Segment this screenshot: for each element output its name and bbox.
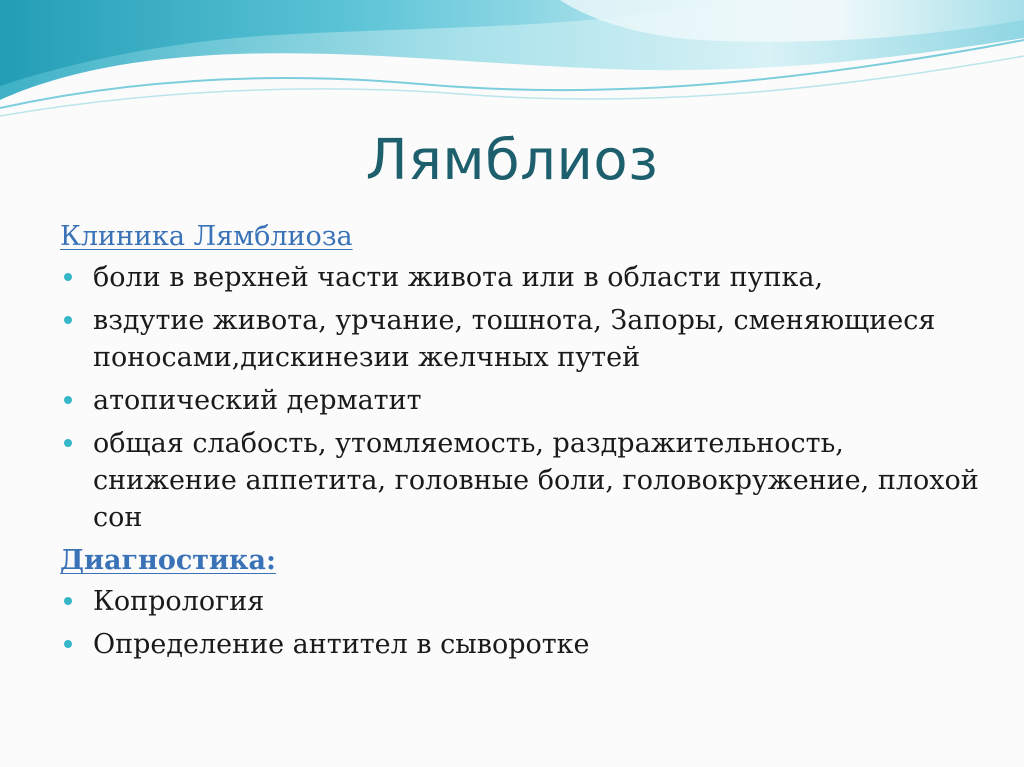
clinic-list	[60, 259, 990, 536]
list-item-text: Копрология	[93, 586, 265, 617]
list-item-text: атопический дерматит	[93, 385, 422, 416]
slide-content	[60, 218, 990, 669]
bullet-icon	[64, 396, 72, 404]
bullet-icon	[64, 439, 72, 447]
diagnostics-list	[60, 583, 990, 663]
bullet-icon	[64, 273, 72, 281]
list-item-text: Определение антител в сыворотке	[93, 629, 590, 660]
bullet-icon	[64, 316, 72, 324]
list-item	[60, 425, 990, 536]
list-item	[60, 626, 990, 663]
bullet-icon	[64, 640, 72, 648]
list-item	[60, 302, 990, 376]
list-item-text: вздутие живота, урчание, тошнота, Запоры, сменяющиеся поносами,дискинезии желчных путей	[93, 305, 936, 373]
section-heading-clinic: Клиника Лямблиоза	[60, 221, 353, 252]
decorative-wave-header	[0, 0, 1024, 130]
page-title: Лямблиоз	[365, 128, 659, 193]
section-heading-diagnostics: Диагностика:	[60, 545, 276, 576]
list-item-text: общая слабость, утомляемость, раздражительность, снижение аппетита, головные боли, головокружение, плохой сон	[93, 428, 979, 533]
bullet-icon	[64, 597, 72, 605]
list-item	[60, 583, 990, 620]
list-item	[60, 382, 990, 419]
list-item-text: боли в верхней части живота или в области пупка,	[93, 262, 824, 293]
list-item	[60, 259, 990, 296]
